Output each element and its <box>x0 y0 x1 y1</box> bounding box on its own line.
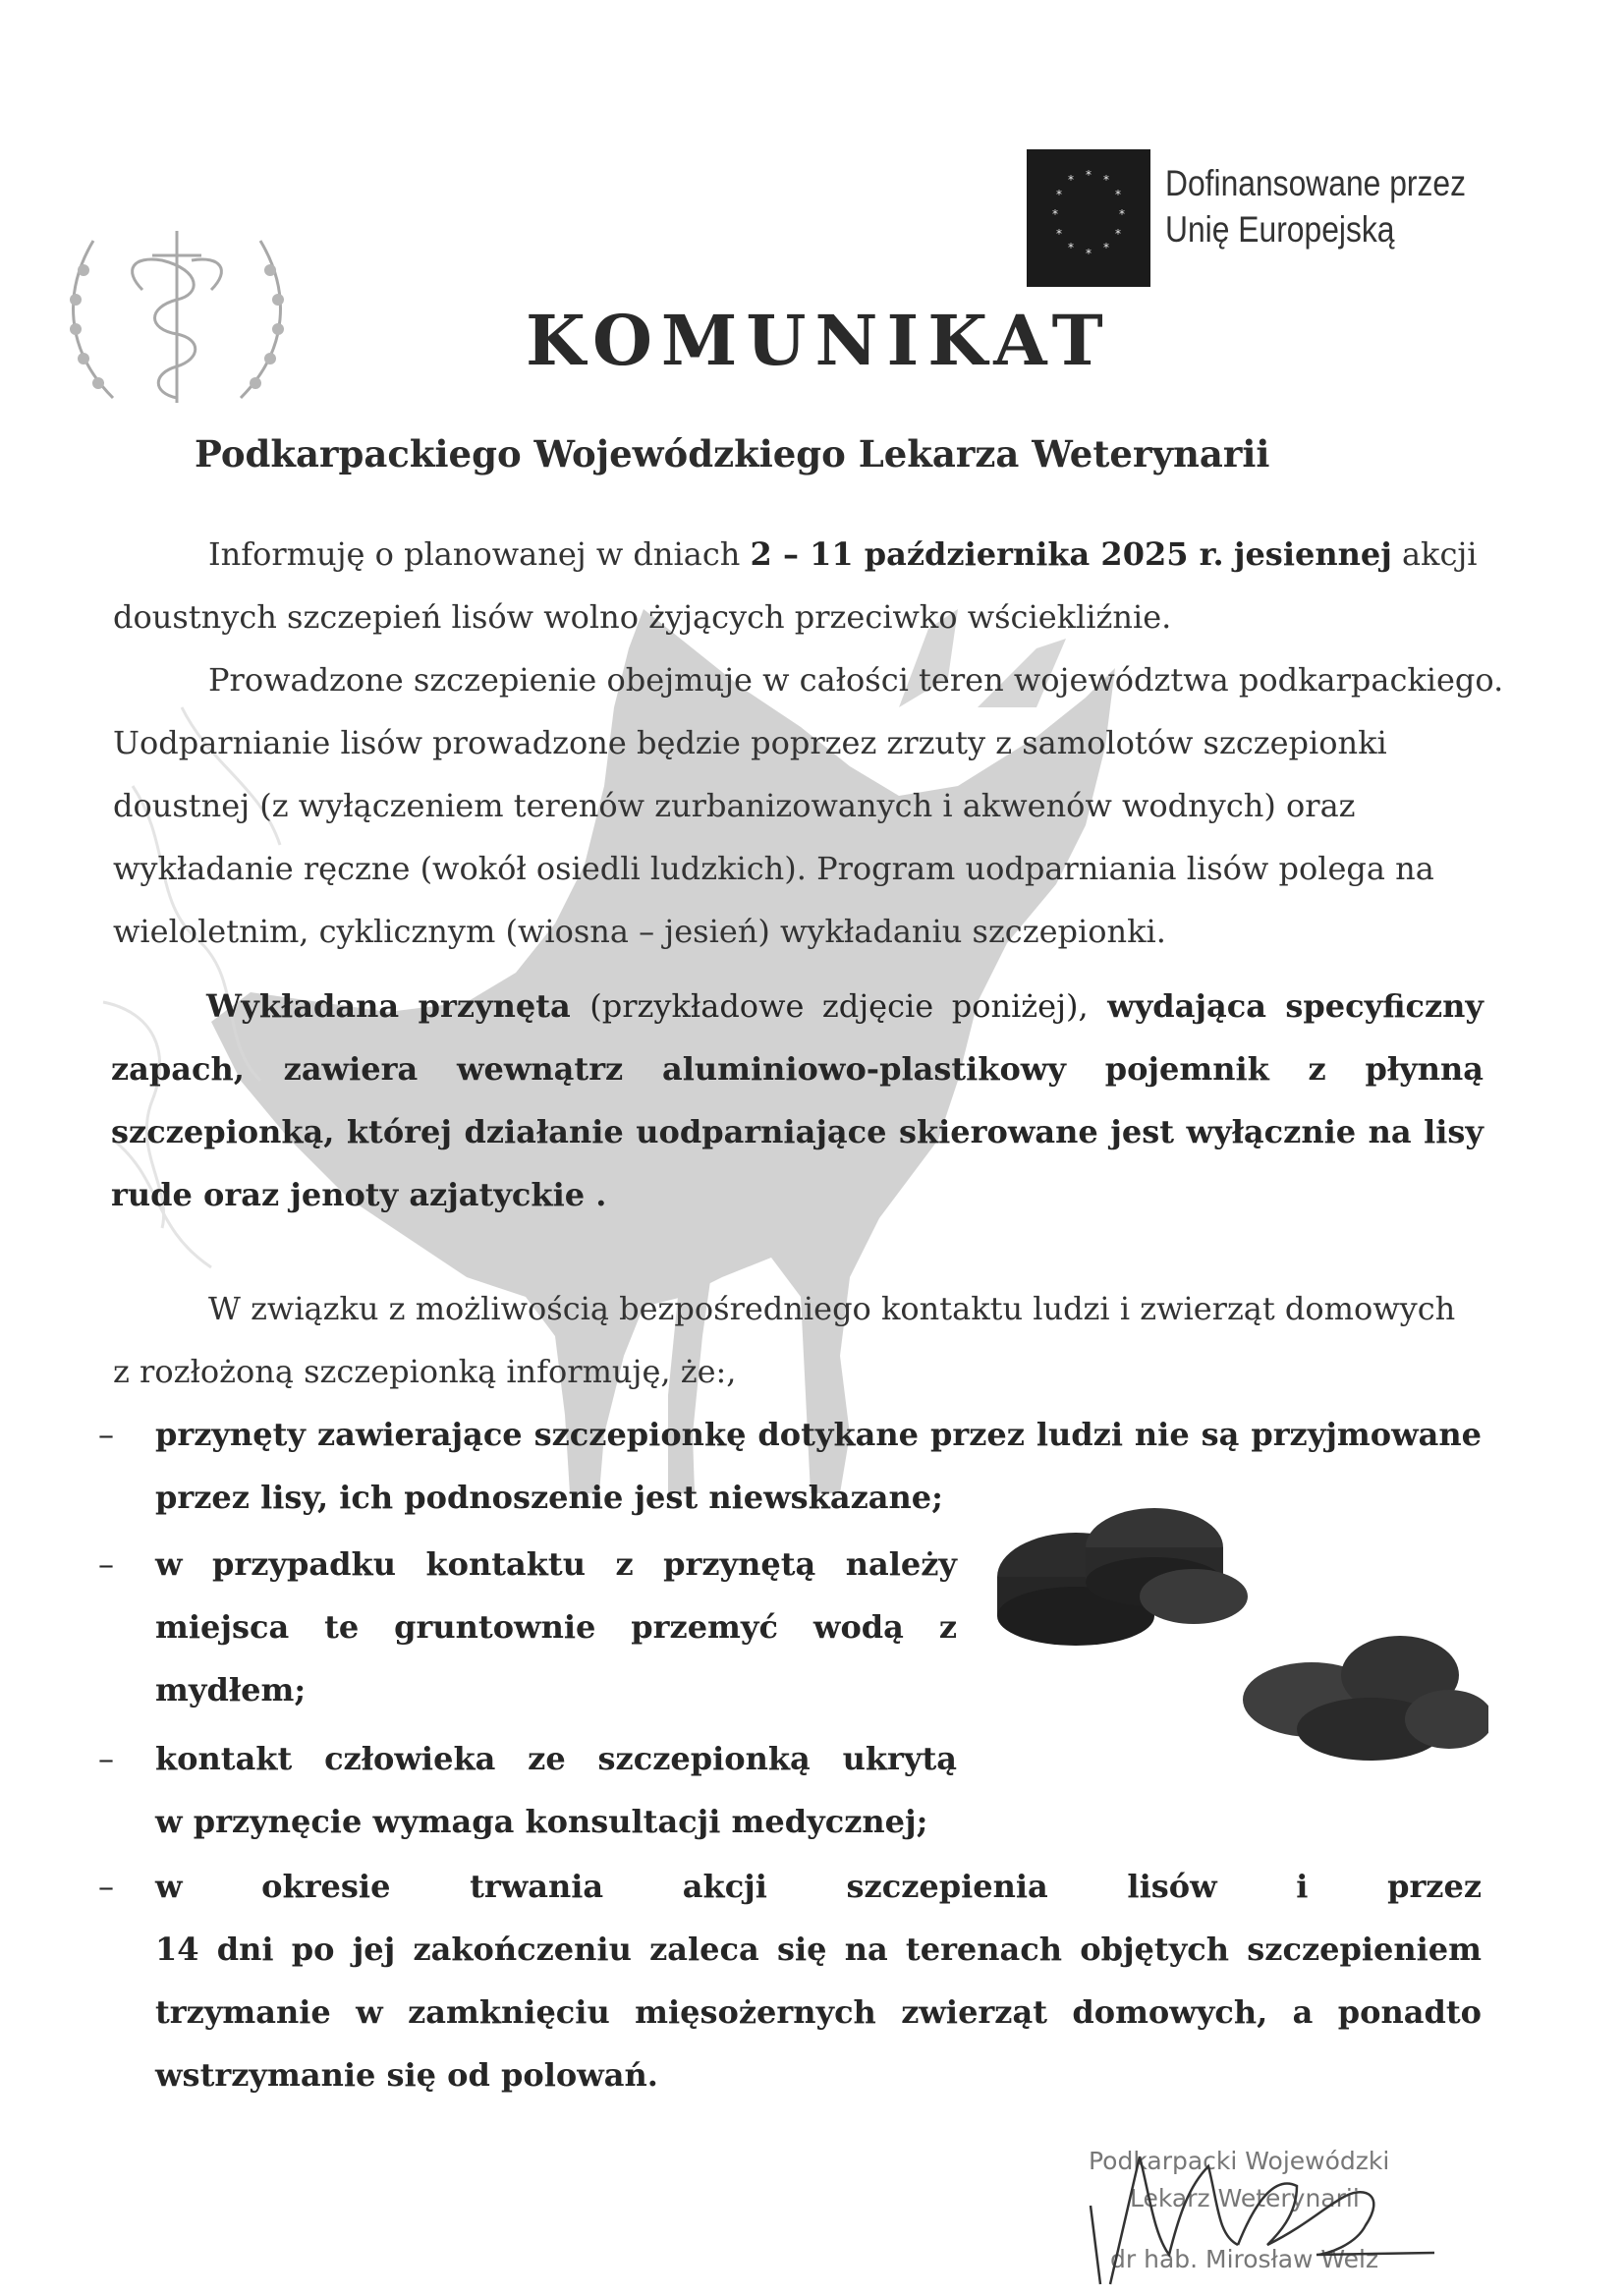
svg-text:*: * <box>1068 173 1074 187</box>
svg-text:*: * <box>1115 227 1121 241</box>
intro-line-2: doustnych szczepień lisów wolno żyjących przeciwko wściekliźnie. <box>113 598 1172 636</box>
bait-subject: Wykładana przynęta <box>206 987 571 1025</box>
bullet-dash: – <box>98 1740 114 1777</box>
program-line-4: wykładanie ręczne (wokół osiedli ludzkich). Program uodparniania lisów polega na <box>113 850 1434 887</box>
svg-text:*: * <box>1103 173 1109 187</box>
bullet-2-line-3: mydłem; <box>155 1671 307 1708</box>
svg-text:*: * <box>1119 207 1125 221</box>
bullet-2-line-1: w przypadku kontaktu z przynętą należy <box>155 1545 957 1583</box>
svg-text:*: * <box>1086 247 1092 260</box>
intro-dates: 2 – 11 października 2025 r. <box>750 535 1224 573</box>
bait-line-2: zapach, zawiera wewnątrz aluminiowo-plastikowy pojemnik z płynną <box>111 1050 1484 1088</box>
intro-season: jesiennej <box>1233 535 1392 573</box>
stamp-line-1: Podkarpacki Wojewódzki <box>1089 2147 1390 2175</box>
program-line-2: Uodparnianie lisów prowadzone będzie poprzez zrzuty z samolotów szczepionki <box>113 724 1387 761</box>
intro-text-a: Informuję o planowanej w dniach <box>208 535 741 573</box>
svg-text:*: * <box>1052 207 1058 221</box>
contact-line-1: W związku z możliwością bezpośredniego kontaktu ludzi i zwierząt domowych <box>208 1290 1456 1327</box>
bullet-1-line-1: przynęty zawierające szczepionkę dotykane przez ludzi nie są przyjmowane <box>155 1416 1482 1453</box>
bullet-dash: – <box>98 1868 114 1905</box>
stamp-line-3: dr hab. Mirosław Welz <box>1110 2245 1379 2273</box>
bait-line-3: szczepionką, której działanie uodparniające skierowane jest wyłącznie na lisy <box>111 1113 1484 1150</box>
svg-text:*: * <box>1056 188 1062 201</box>
signature-stamp <box>1071 2137 1454 2294</box>
bullet-3-line-1: kontakt człowieka ze szczepionką ukrytą <box>155 1740 957 1777</box>
bait-line-4: rude oraz jenoty azjatyckie . <box>111 1176 607 1213</box>
svg-text:*: * <box>1115 188 1121 201</box>
bullet-dash: – <box>98 1545 114 1583</box>
intro-text-d: akcji <box>1401 535 1478 573</box>
intro-paragraph <box>113 523 1484 648</box>
veterinary-inspection-logo <box>54 201 300 427</box>
program-paragraph <box>113 648 1504 963</box>
handwritten-signature <box>1071 2137 1454 2294</box>
program-line-1: Prowadzone szczepienie obejmuje w całości teren województwa podkarpackiego. <box>208 661 1504 699</box>
bullet-4-line-2: 14 dni po jej zakończeniu zaleca się na terenach objętych szczepieniem <box>155 1931 1482 1968</box>
svg-text:*: * <box>1056 227 1062 241</box>
bullet-4-line-3: trzymanie w zamknięciu mięsożernych zwierząt domowych, a ponadto <box>155 1993 1482 2031</box>
bullet-4-line-1: w okresie trwania akcji szczepienia lisów i przez <box>155 1868 1482 1905</box>
eu-flag-logo <box>1027 149 1150 287</box>
bullet-3-line-2: w przynęcie wymaga konsultacji medycznej; <box>155 1803 928 1840</box>
eu-funding-line-2: Unię Europejską <box>1165 209 1395 250</box>
svg-text:*: * <box>1086 168 1092 182</box>
contact-paragraph <box>113 1277 1484 1403</box>
bullet-2-line-2: miejsca te gruntownie przemyć wodą z <box>155 1608 957 1646</box>
contact-line-2: z rozłożoną szczepionką informuję, że:, <box>113 1353 737 1390</box>
bait-photo-note: (przykładowe zdjęcie poniżej), <box>589 987 1089 1025</box>
page-title: KOMUNIKAT <box>526 300 1112 381</box>
program-line-3: doustnej (z wyłączeniem terenów zurbanizowanych i akwenów wodnych) oraz <box>113 787 1356 824</box>
program-line-5: wieloletnim, cyklicznym (wiosna – jesień) wykładaniu szczepionki. <box>113 913 1166 950</box>
svg-text:*: * <box>1103 241 1109 254</box>
page-subtitle: Podkarpackiego Wojewódzkiego Lekarza Weterynarii <box>195 432 1270 476</box>
eu-funding-label <box>1165 160 1466 252</box>
eu-funding-line-1: Dofinansowane przez <box>1165 163 1467 203</box>
bullet-4-line-4: wstrzymanie się od polowań. <box>155 2056 658 2094</box>
bullet-dash: – <box>98 1416 114 1453</box>
bullet-1-line-2: przez lisy, ich podnoszenie jest niewskazane; <box>155 1479 943 1516</box>
bait-smell: wydająca specyficzny <box>1107 987 1484 1025</box>
svg-text:*: * <box>1068 241 1074 254</box>
bait-paragraph <box>111 975 1484 1226</box>
bait-photo <box>987 1488 1488 1773</box>
stamp-line-2: Lekarz Weterynarii <box>1130 2184 1360 2212</box>
